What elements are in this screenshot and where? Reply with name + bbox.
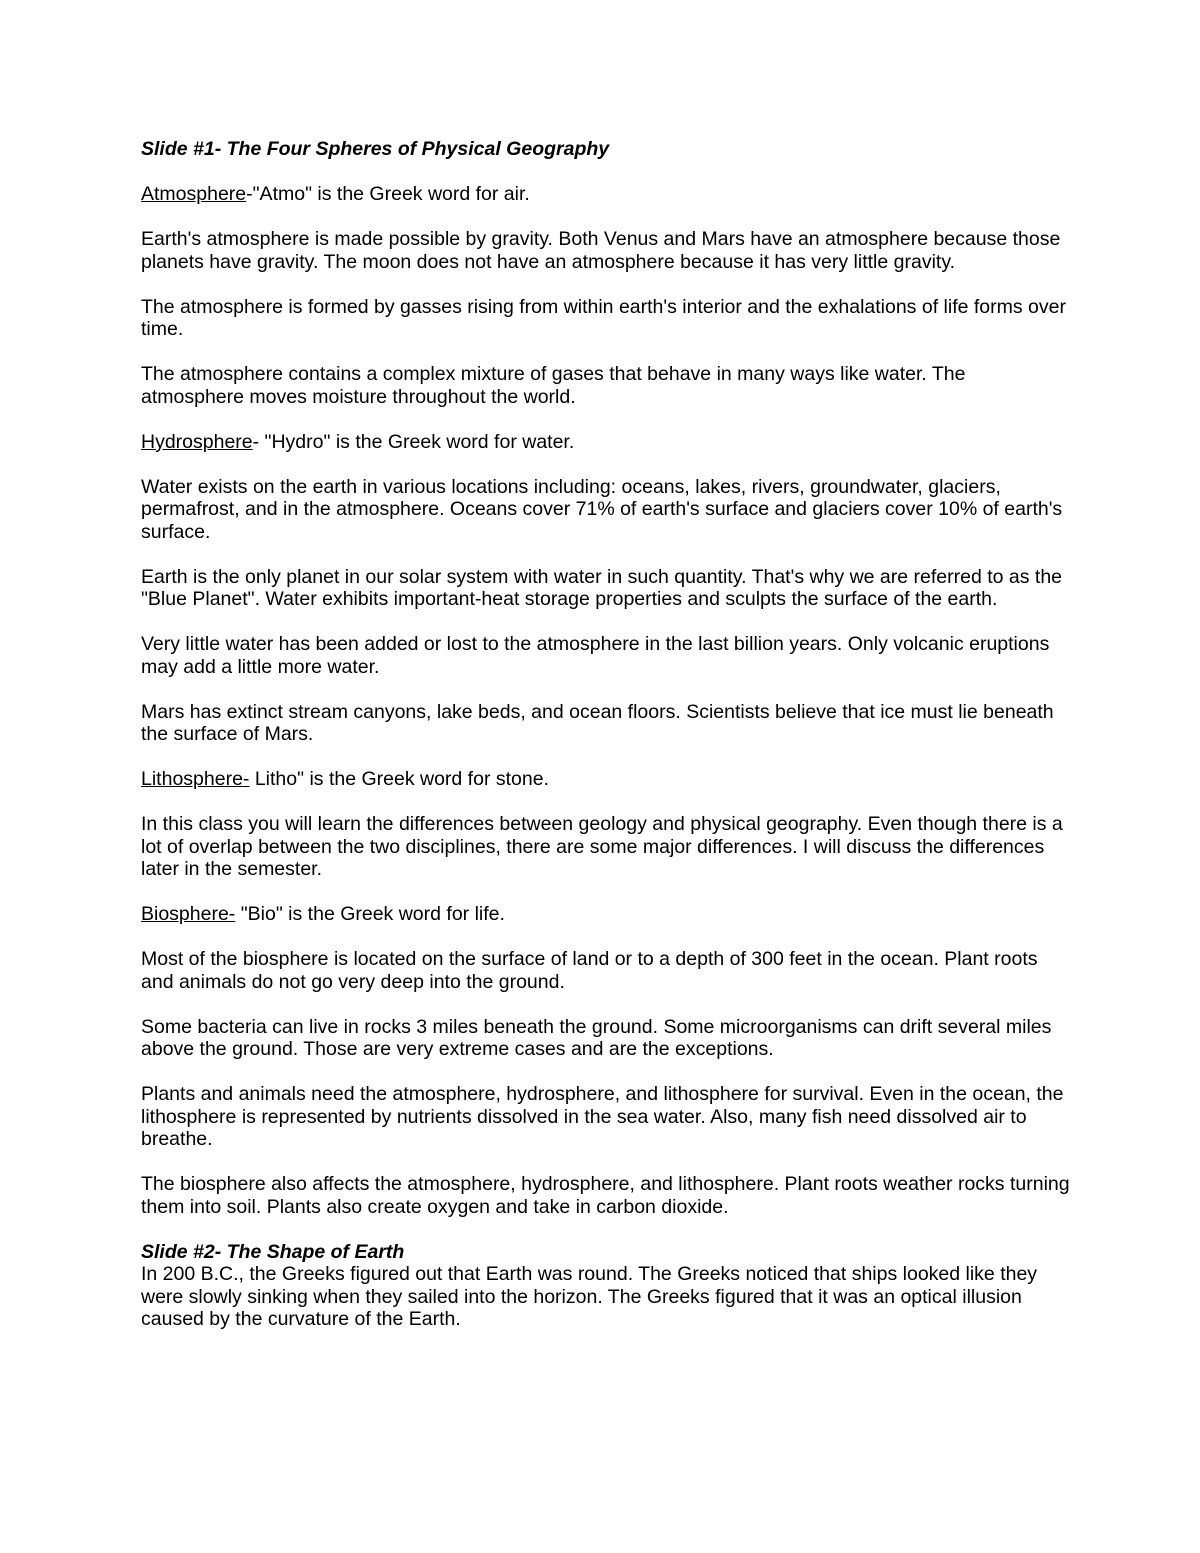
biosphere-paragraph: Most of the biosphere is located on the surface of land or to a depth of 300 feet in the ocean. Plant roots and animals do not go very deep into the ground. xyxy=(141,948,1038,993)
atmosphere-paragraph: Earth's atmosphere is made possible by gravity. Both Venus and Mars have an atmosphere because those planets have gravity. The moon does not have an atmosphere because it has very little gravity. xyxy=(141,228,1061,273)
lithosphere-paragraph: In this class you will learn the differences between geology and physical geography. Even though there is a lot of overlap between the two disciplines, there are some major differences. I will discuss the differences later in the semester. xyxy=(141,813,1063,880)
document-page xyxy=(141,138,1071,1353)
hydrosphere-intro: - "Hydro" is the Greek word for water. xyxy=(252,430,575,453)
lithosphere-term: Lithosphere- xyxy=(141,768,250,790)
shape-of-earth-paragraph: In 200 B.C., the Greeks figured out that Earth was round. The Greeks noticed that ships looked like they were slowly sinking when they sailed into the horizon. The Greeks figured that it was an optical illusion caused by the curvature of the Earth. xyxy=(141,1263,1038,1330)
biosphere-term: Biosphere- xyxy=(141,903,236,925)
biosphere-paragraph: Some bacteria can live in rocks 3 miles beneath the ground. Some microorganisms can drift several miles above the ground. Those are very extreme cases and are the exceptions. xyxy=(141,1015,1052,1060)
biosphere-paragraph: The biosphere also affects the atmosphere, hydrosphere, and lithosphere. Plant roots weather rocks turning them into soil. Plants also create oxygen and take in carbon dioxide. xyxy=(141,1173,1070,1218)
hydrosphere-paragraph: Very little water has been added or lost to the atmosphere in the last billion years. Only volcanic eruptions may add a little more water. xyxy=(141,633,1050,678)
hydrosphere-paragraph: Mars has extinct stream canyons, lake beds, and ocean floors. Scientists believe that ice must lie beneath the surface of Mars. xyxy=(141,700,1054,745)
atmosphere-paragraph: The atmosphere is formed by gasses rising from within earth's interior and the exhalations of life forms over time. xyxy=(141,295,1066,340)
atmosphere-intro: -"Atmo" is the Greek word for air. xyxy=(246,183,530,205)
slide-2-heading: Slide #2- The Shape of Earth xyxy=(141,1240,405,1263)
lithosphere-definition xyxy=(141,768,1071,791)
slide-1-heading: Slide #1- The Four Spheres of Physical Geography xyxy=(141,138,610,160)
biosphere-paragraph: Plants and animals need the atmosphere, hydrosphere, and lithosphere for survival. Even in the ocean, the lithosphere is represented by nutrients dissolved in the sea water. Also, many fish need dissolved air to breathe. xyxy=(141,1083,1064,1150)
hydrosphere-term: Hydrosphere xyxy=(141,430,253,453)
biosphere-intro: "Bio" is the Greek word for life. xyxy=(235,903,505,925)
hydrosphere-paragraph: Water exists on the earth in various locations including: oceans, lakes, rivers, groundwater, glaciers, permafrost, and in the atmosphere. Oceans cover 71% of earth's surface and glaciers cover 10% of earth's surface. xyxy=(141,475,1063,543)
atmosphere-definition xyxy=(141,183,1071,206)
lithosphere-intro: Litho" is the Greek word for stone. xyxy=(249,768,549,790)
atmosphere-term: Atmosphere xyxy=(141,183,247,205)
atmosphere-paragraph: The atmosphere contains a complex mixture of gases that behave in many ways like water. The atmosphere moves moisture throughout the world. xyxy=(141,363,966,408)
hydrosphere-definition xyxy=(141,431,1071,454)
hydrosphere-paragraph: Earth is the only planet in our solar system with water in such quantity. That's why we are referred to as the "Blue Planet". Water exhibits important-heat storage properties and sculpts the surface of the earth. xyxy=(141,565,1063,610)
biosphere-definition xyxy=(141,903,1071,926)
